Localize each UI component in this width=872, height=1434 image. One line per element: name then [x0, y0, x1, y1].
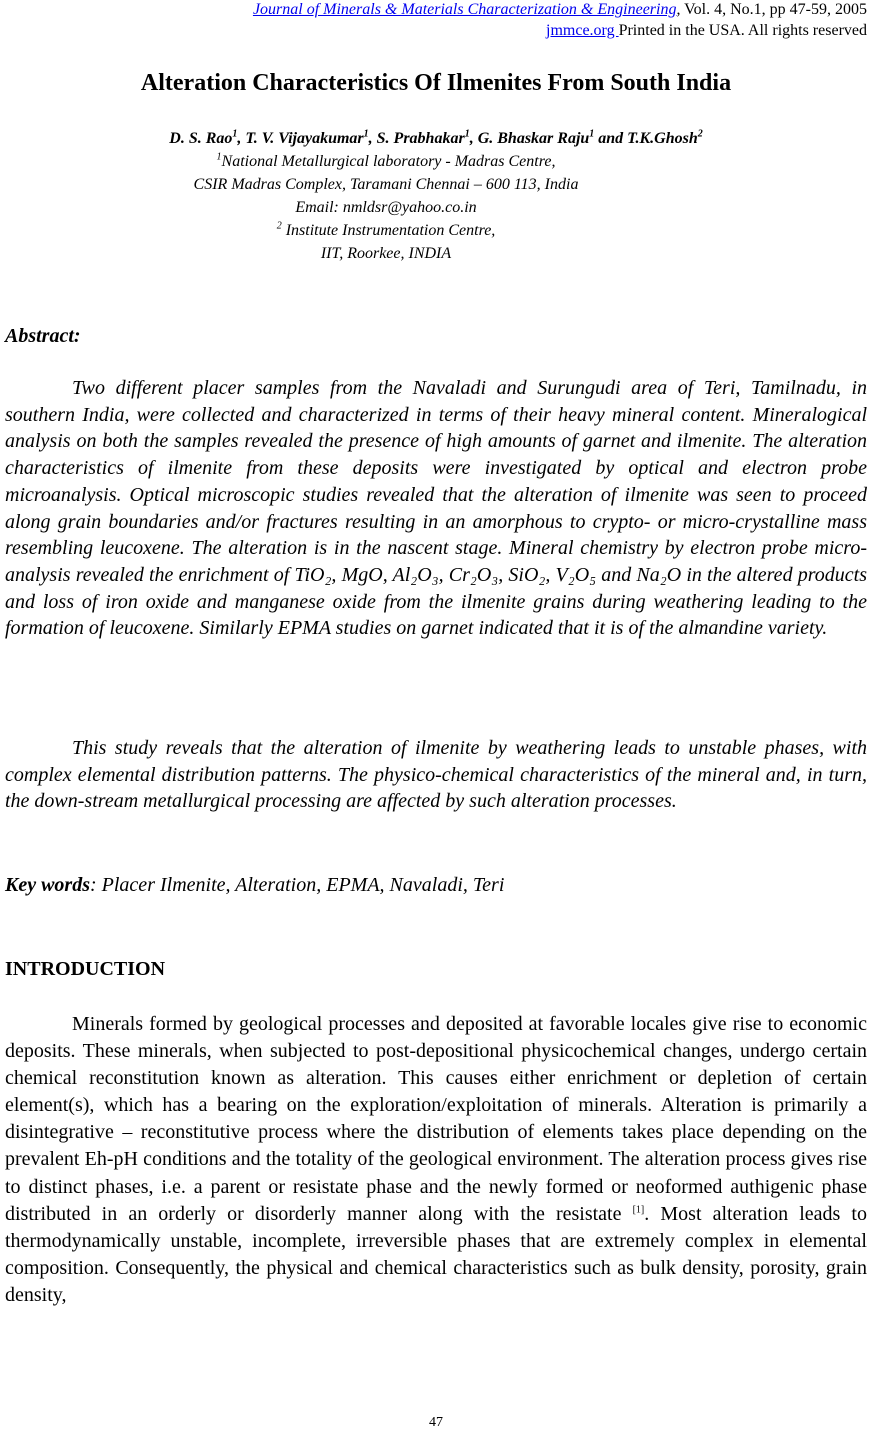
author-name: , G. Bhaskar Raju [469, 130, 590, 147]
abstract-text: Two different placer samples from the Navaladi and Surungudi area of Teri, Tamilnadu, in southern India, were collected and characterized in terms of their heavy mineral content. Mineralogical analysis on both the samples revealed the presence of high amounts of garnet and ilmenite. The alteration characteristics of ilmenite from these deposits were investigated by optical and electron probe microanalysis. Optical microscopic studies revealed that the alteration of ilmenite was seen to proceed along grain boundaries and/or fractures resulting in an amorphous to crypto- or micro-crystalline mass resembling leucoxene. The alteration is in the nascent stage. Mineral chemistry by electron probe micro-analysis revealed the enrichment of TiO₂, MgO, Al₂O₃, Cr₂O₃, SiO₂, V₂O₅ and Na₂O in the altered products and loss of iron oxide and manganese oxide from the ilmenite grains during weathering leading to the formation of leucoxene. Similarly EPMA studies on garnet indicated that it is of the almandine variety. [5, 377, 867, 640]
affiliation-mark: 2 [697, 128, 703, 140]
introduction-paragraph [5, 1011, 867, 1309]
author-list [0, 128, 872, 150]
affiliation-mark: 2 [276, 220, 282, 232]
citation-ref[interactable]: [1] [632, 1204, 645, 1215]
author-name: , T. V. Vijayakumar [237, 130, 364, 147]
affiliation-mark: 1 [464, 128, 470, 140]
affiliation-text: Institute Instrumentation Centre, [281, 222, 496, 239]
affiliation-mark: 1 [232, 128, 238, 140]
author-name: D. S. Rao [169, 130, 233, 147]
keywords-label: Key words [5, 874, 90, 896]
paper-title: Alteration Characteristics Of Ilmenites From South India [140, 70, 732, 96]
intro-text: Minerals formed by geological processes and deposited at favorable locales give rise to economic deposits. These minerals, when subjected to post-depositional physicochemical changes, undergo certain chemical reconstitution known as alteration. This causes either enrichment or depletion of certain element(s), which has a bearing on the exploration/exploitation of minerals. Alteration is primarily a disintegrative – reconstitutive process where the distribution of elements takes place depending on the prevalent Eh-pH conditions and the totality of the geological environment. The alteration process gives rise to distinct phases, i.e. a parent or resistate phase and the newly formed or neoformed authigenic phase distributed in an orderly or disorderly manner along with the resistate [5, 1013, 867, 1225]
affiliation-line: IIT, Roorkee, INDIA [320, 245, 452, 262]
page-number: 47 [429, 1415, 443, 1430]
intro-text: . Most alteration leads to thermodynamically unstable, incomplete, irreversible phases that are extremely complex in elemental composition. Consequently, the physical and chemical characteristics such as bulk density, porosity, grain density, [5, 1202, 867, 1306]
site-link[interactable]: jmmce.org [546, 22, 619, 39]
keywords-text: : Placer Ilmenite, Alteration, EPMA, Navaladi, Teri [90, 874, 505, 896]
affiliation-mark: 1 [216, 151, 222, 163]
affiliation-text: National Metallurgical laboratory - Madras Centre, [221, 153, 556, 170]
abstract-heading: Abstract: [5, 325, 81, 347]
section-heading: INTRODUCTION [5, 958, 166, 980]
abstract-text: This study reveals that the alteration of ilmenite by weathering leads to unstable phases, with complex elemental distribution patterns. The physico-chemical characteristics of the mineral and, in turn, the down-stream metallurgical processing are affected by such alteration processes. [5, 737, 867, 813]
journal-rights-line [546, 21, 867, 41]
keywords [5, 872, 867, 899]
abstract-paragraph [5, 375, 867, 642]
affiliation-email: Email: nmldsr@yahoo.co.in [295, 199, 477, 216]
affiliation-line [0, 151, 772, 172]
affiliation-line: CSIR Madras Complex, Taramani Chennai – 600 113, India [193, 176, 579, 193]
journal-citation [253, 0, 867, 20]
affiliation-line [0, 220, 772, 241]
affiliation-mark: 1 [589, 128, 595, 140]
author-name: and T.K.Ghosh [594, 130, 698, 147]
author-name: , S. Prabhakar [368, 130, 465, 147]
affiliation-mark: 1 [363, 128, 369, 140]
journal-link[interactable]: Journal of Minerals & Materials Characterization & Engineering [252, 1, 677, 18]
rights-notice: Printed in the USA. All rights reserved [618, 22, 867, 39]
volume-info: , Vol. 4, No.1, pp 47-59, 2005 [676, 1, 867, 18]
abstract-paragraph [5, 735, 867, 815]
